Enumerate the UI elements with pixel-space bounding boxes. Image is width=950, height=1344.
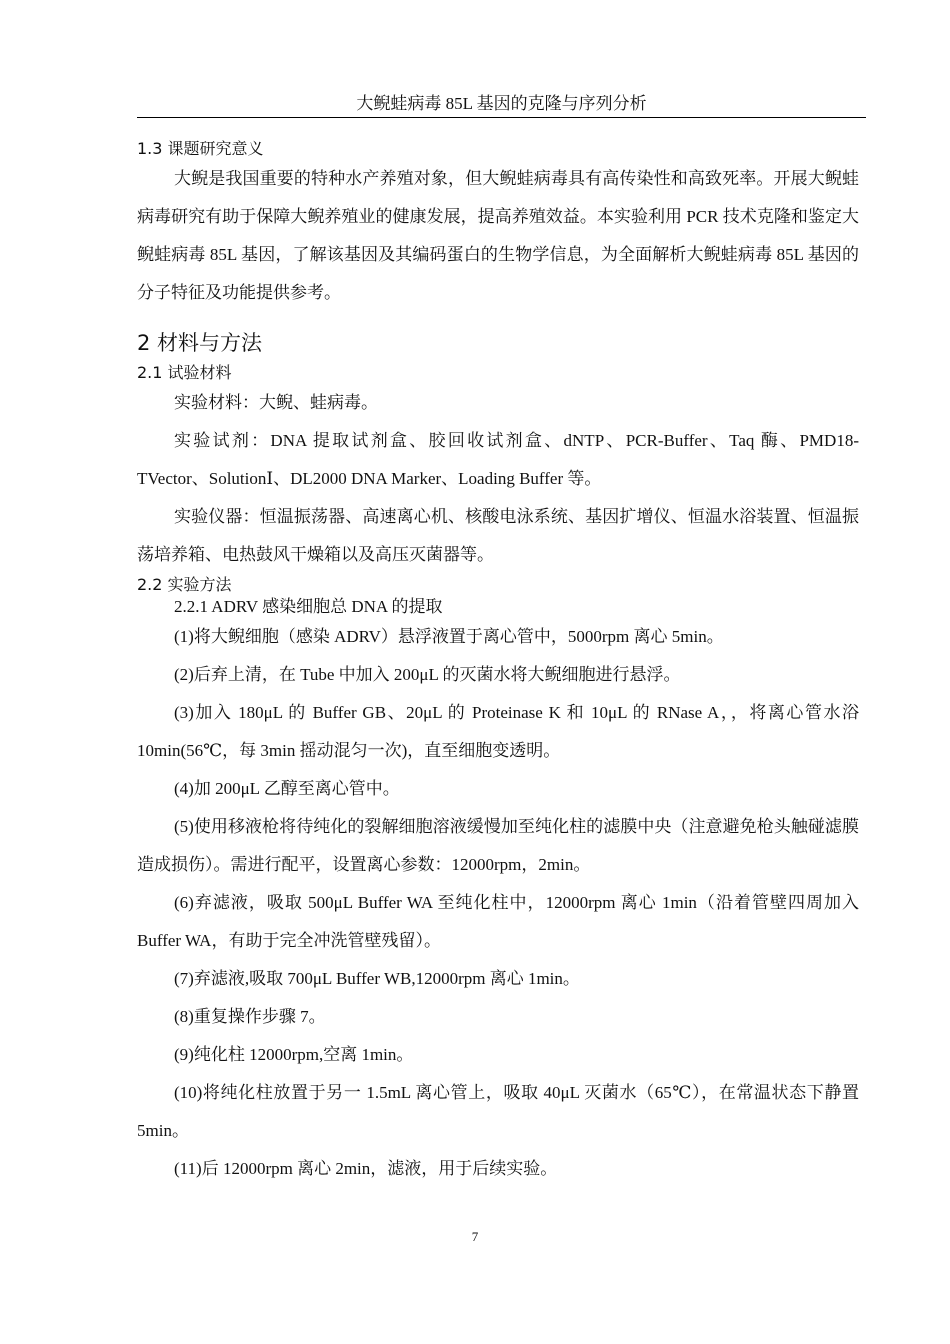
paragraph-instruments: 实验仪器：恒温振荡器、高速离心机、核酸电泳系统、基因扩增仪、恒温水浴装置、恒温振荡培养箱、电热鼓风干燥箱以及高压灭菌器等。 <box>137 507 859 564</box>
header-rule <box>137 117 866 118</box>
step-6: (6)弃滤液，吸取 500μL Buffer WA 至纯化柱中，12000rpm 离心 1min（沿着管壁四周加入 Buffer WA，有助于完全冲洗管壁残留）。 <box>137 893 859 950</box>
section-heading-1-3: 1.3 课题研究意义 <box>137 139 264 158</box>
paragraph-significance: 大鲵是我国重要的特种水产养殖对象，但大鲵蛙病毒具有高传染性和高致死率。开展大鲵蛙病毒研究有助于保障大鲵养殖业的健康发展，提高养殖效益。本实验利用 PCR 技术克隆和鉴定大鲵蛙病毒 85L 基因，了解该基因及其编码蛋白的生物学信息，为全面解析大鲵蛙病毒 85L 基因的分子特征及功能提供参考。 <box>137 169 859 302</box>
step-5: (5)使用移液枪将待纯化的裂解细胞溶液缓慢加至纯化柱的滤膜中央（注意避免枪头触碰滤膜造成损伤）。需进行配平，设置离心参数：12000rpm，2min。 <box>137 817 859 874</box>
step-8: (8)重复操作步骤 7。 <box>174 1007 326 1026</box>
chapter-heading-2: 2 材料与方法 <box>137 331 263 355</box>
step-9: (9)纯化柱 12000rpm,空离 1min。 <box>174 1045 414 1064</box>
paragraph-materials: 实验材料：大鲵、蛙病毒。 <box>174 393 378 412</box>
step-4: (4)加 200μL 乙醇至离心管中。 <box>174 779 400 798</box>
subsection-heading-2-2-1: 2.2.1 ADRV 感染细胞总 DNA 的提取 <box>174 597 443 616</box>
step-10: (10)将纯化柱放置于另一 1.5mL 离心管上，吸取 40μL 灭菌水（65℃），在常温状态下静置 5min。 <box>137 1083 859 1140</box>
page-body <box>137 138 859 1188</box>
page-number: 7 <box>471 1229 479 1244</box>
paragraph-reagents: 实验试剂：DNA 提取试剂盒、胶回收试剂盒、dNTP、PCR-Buffer、Taq 酶、PMD18-TVector、SolutionⅠ、DL2000 DNA Marker、Loading Buffer 等。 <box>137 431 859 488</box>
step-7: (7)弃滤液,吸取 700μL Buffer WB,12000rpm 离心 1min。 <box>174 969 580 988</box>
step-1: (1)将大鲵细胞（感染 ADRV）悬浮液置于离心管中，5000rpm 离心 5min。 <box>174 627 724 646</box>
step-11: (11)后 12000rpm 离心 2min，滤液，用于后续实验。 <box>174 1159 558 1178</box>
section-heading-2-1: 2.1 试验材料 <box>137 363 232 382</box>
section-heading-2-2: 2.2 实验方法 <box>137 575 232 594</box>
running-header: 大鲵蛙病毒 85L 基因的克隆与序列分析 <box>356 94 647 113</box>
step-3: (3)加入 180μL 的 Buffer GB、20μL 的 Proteinase K 和 10μL 的 RNase A，，将离心管水浴 10min(56℃，每 3min 摇动混匀一次)，直至细胞变透明。 <box>137 703 859 760</box>
step-2: (2)后弃上清，在 Tube 中加入 200μL 的灭菌水将大鲵细胞进行悬浮。 <box>174 665 681 684</box>
